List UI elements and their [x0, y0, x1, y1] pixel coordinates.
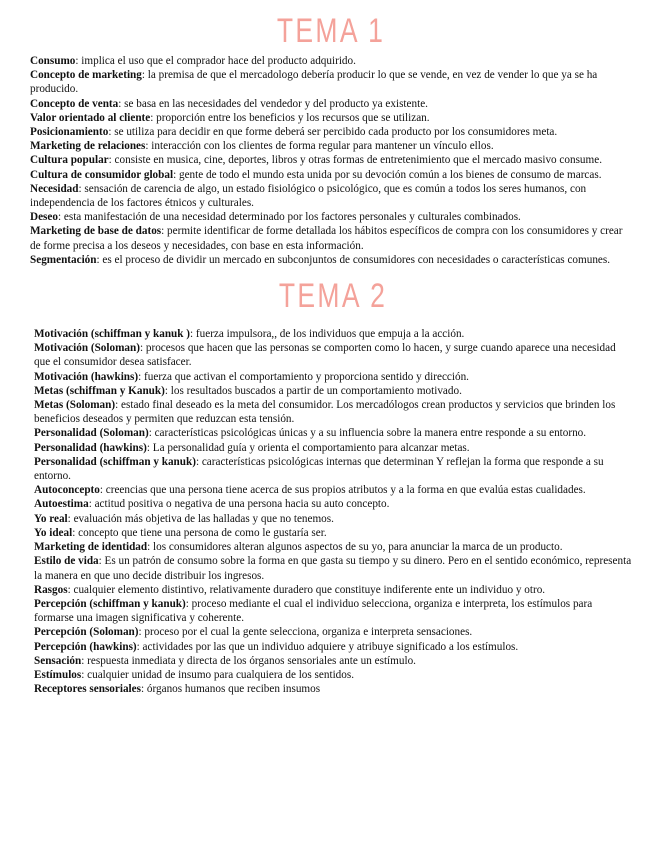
definition-entry — [30, 153, 632, 167]
definition-term: Marketing de base de datos — [30, 225, 162, 238]
definition-entry — [34, 441, 632, 455]
definition-text: : evaluación más objetiva de las halladas y que no tenemos. — [67, 512, 334, 525]
definition-text: : características psicológicas únicas y a su influencia sobre la manera entre responde a su entorno. — [148, 427, 587, 440]
definition-entry — [30, 125, 632, 139]
definition-entry — [34, 682, 632, 696]
definition-entry — [34, 654, 632, 668]
definition-text: : características psicológicas internas que determinan Y reflejan la forma que responde a su entorno. — [34, 455, 604, 483]
definition-entry — [34, 640, 632, 654]
definition-text: : la premisa de que el mercadologo debería producir lo que se vende, en vez de vender lo que ya se ha producido. — [30, 69, 598, 96]
definition-text: : actividades por las que un individuo adquiere y atribuye significado a los estímulos. — [136, 640, 519, 653]
definition-term: Segmentación — [30, 253, 97, 266]
definition-text: : esta manifestación de una necesidad determinado por los factores personales y culturales combinados. — [57, 211, 521, 224]
definition-term: Percepción (hawkins) — [34, 640, 137, 653]
definition-entry — [34, 327, 632, 341]
definition-entry — [30, 68, 632, 96]
definition-term: Cultura popular — [30, 154, 109, 167]
definition-entry — [30, 97, 632, 111]
definition-entry — [34, 554, 632, 582]
definition-entry — [34, 540, 632, 554]
definition-term: Motivación (schiffman y kanuk ) — [34, 328, 191, 341]
definition-text: : respuesta inmediata y directa de los órganos sensoriales ante un estímulo. — [81, 654, 416, 667]
definition-term: Marketing de identidad — [34, 541, 148, 554]
definition-term: Autoestima — [34, 498, 89, 511]
definition-term: Consumo — [30, 55, 76, 67]
definition-text: : se utiliza para decidir en que forme deberá ser percibido cada producto por los consumidores meta. — [108, 126, 558, 139]
definition-text: : fuerza impulsora,, de los individuos que empuja a la acción. — [190, 328, 465, 341]
definition-term: Marketing de relaciones — [30, 140, 146, 153]
definition-text: : los resultados buscados a partir de un comportamiento motivado. — [164, 384, 462, 397]
definition-entry — [34, 668, 632, 682]
definition-term: Personalidad (hawkins) — [34, 441, 147, 454]
definition-entry — [30, 210, 632, 224]
definition-term: Motivación (hawkins) — [34, 370, 139, 383]
definition-term: Metas (Soloman) — [34, 399, 116, 412]
definition-term: Posicionamiento — [30, 126, 109, 139]
definition-list — [30, 54, 632, 267]
definition-entry — [34, 341, 632, 369]
definition-text: : cualquier elemento distintivo, relativamente duradero que constituye indiferente ente un individuo y otro. — [67, 583, 546, 596]
definition-text: : actitud positiva o negativa de una persona hacia su auto concepto. — [88, 498, 390, 511]
definition-entry — [34, 497, 632, 511]
definition-text: : implica el uso que el comprador hace del producto adquirido. — [75, 55, 356, 67]
definition-term: Yo ideal — [34, 526, 73, 539]
definition-text: : sensación de carencia de algo, un estado fisiológico o psicológico, que es común a todos los seres humanos, con independencia de los factores étnicos y culturales. — [30, 182, 587, 210]
definition-entry — [30, 54, 632, 68]
definition-entry — [30, 168, 632, 182]
definition-term: Percepción (Soloman) — [34, 626, 139, 639]
definition-term: Estímulos — [34, 668, 82, 681]
definition-text: : estado final deseado es la meta del consumidor. Los mercadólogos crean productos y servicios que brinden los beneficios deseados y permiten que reduzcan esta tensión. — [34, 399, 616, 426]
definition-term: Valor orientado al cliente — [30, 111, 151, 124]
definition-text: : concepto que tiene una persona de como le gustaría ser. — [72, 526, 327, 539]
definition-text: : órganos humanos que reciben insumos — [140, 683, 321, 696]
definition-entry — [34, 512, 632, 526]
definition-text: : procesos que hacen que las personas se comporten como lo hacen, y surge cuando aparece una necesidad que el consumidor desea satisfacer. — [34, 342, 616, 369]
definition-text: : permite identificar de forme detallada los hábitos específicos de compra con los consumidores y crear de forme precisa a los deseos y necesidades, con base en esta información. — [30, 225, 623, 252]
definition-text: : gente de todo el mundo esta unida por su devoción común a los bienes de consumo de marcas. — [173, 168, 602, 181]
definition-entry — [34, 426, 632, 440]
definition-term: Estilo de vida — [34, 555, 99, 568]
definition-entry — [30, 224, 632, 252]
definition-entry — [34, 398, 632, 426]
definition-entry — [34, 455, 632, 483]
definition-entry — [34, 370, 632, 384]
definition-term: Cultura de consumidor global — [30, 168, 174, 181]
definition-entry — [30, 111, 632, 125]
definition-term: Necesidad — [30, 182, 79, 195]
definition-term: Motivación (Soloman) — [34, 342, 140, 355]
definition-term: Rasgos — [34, 583, 68, 596]
definition-term: Deseo — [30, 211, 58, 224]
definition-text: : fuerza que activan el comportamiento y proporciona sentido y dirección. — [138, 370, 469, 383]
definition-text: : La personalidad guía y orienta el comportamiento para alcanzar metas. — [146, 441, 470, 454]
definition-term: Personalidad (schiffman y kanuk) — [34, 455, 196, 468]
section-heading: TEMA 1 — [276, 12, 386, 50]
definition-entry — [34, 625, 632, 639]
definition-term: Yo real — [34, 512, 68, 525]
section-heading: TEMA 2 — [278, 277, 388, 316]
definition-entry — [34, 597, 632, 625]
section-tema-2 — [30, 275, 632, 696]
definition-text: : proporción entre los beneficios y los recursos que se utilizan. — [150, 111, 430, 124]
definition-entry — [30, 253, 632, 267]
definition-text: : proceso mediante el cual el individuo selecciona, organiza e interpreta, los estímulos para formarse una imagen significativa y coherente. — [34, 597, 593, 625]
definition-text: : creencias que una persona tiene acerca de sus propios atributos y a la forma en que evalúa estas cualidades. — [99, 484, 586, 497]
definition-entry — [30, 139, 632, 153]
definition-term: Metas (schiffman y Kanuk) — [34, 384, 165, 397]
definition-text: : cualquier unidad de insumo para cualquiera de los sentidos. — [81, 668, 355, 681]
definition-entry — [34, 483, 632, 497]
definition-text: : se basa en las necesidades del vendedor y del producto ya existente. — [118, 97, 428, 110]
definition-text: : los consumidores alteran algunos aspectos de su yo, para anunciar la marca de un producto. — [147, 541, 563, 554]
definition-text: : proceso por el cual la gente selecciona, organiza e interpreta sensaciones. — [138, 626, 473, 639]
definition-entry — [34, 583, 632, 597]
definition-term: Percepción (schiffman y kanuk) — [34, 597, 186, 610]
definition-text: : Es un patrón de consumo sobre la forma en que gasta su tiempo y su dinero. Pero en el sentido económico, representa la manera en que uno decide distribuir los ingresos. — [34, 555, 632, 582]
definition-term: Receptores sensoriales — [34, 683, 141, 696]
definition-list — [34, 327, 632, 696]
definition-term: Autoconcepto — [34, 484, 100, 497]
definition-term: Personalidad (Soloman) — [34, 427, 149, 440]
definition-text: : es el proceso de dividir un mercado en subconjuntos de consumidores con necesidades o características comunes. — [96, 253, 611, 266]
definition-term: Concepto de marketing — [30, 69, 142, 82]
definition-entry — [34, 526, 632, 540]
definition-term: Concepto de venta — [30, 97, 119, 110]
definition-text: : interacción con los clientes de forma regular para mantener un vínculo ellos. — [145, 140, 494, 153]
definition-entry — [30, 182, 632, 210]
definition-text: : consiste en musica, cine, deportes, libros y otras formas de entretenimiento que el mercado masivo consume. — [108, 154, 602, 167]
definition-entry — [34, 384, 632, 398]
section-tema-1 — [30, 10, 632, 267]
definition-term: Sensación — [34, 654, 82, 667]
